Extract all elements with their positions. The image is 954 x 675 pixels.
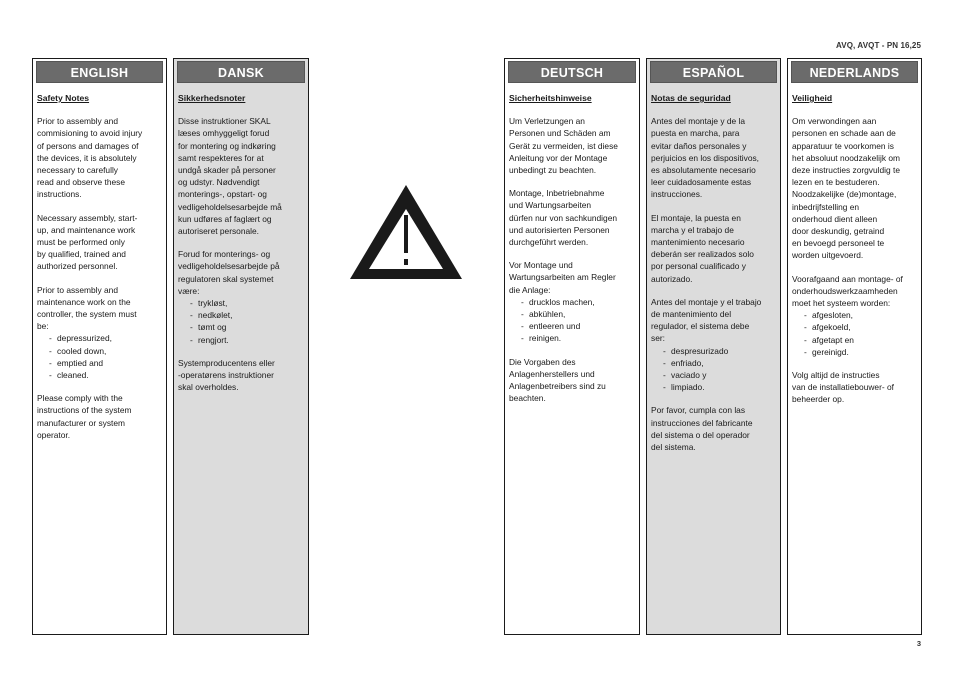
paragraph: Voorafgaand aan montage- of onderhoudswerkzaamheden moet het systeem worden:: [792, 273, 903, 309]
section-title-espanol: Notas de seguridad: [651, 93, 731, 103]
column-nederlands: [787, 58, 922, 635]
document-reference: AVQ, AVQT - PN 16,25: [836, 41, 921, 50]
section-title-nederlands: Veiligheid: [792, 93, 833, 103]
list-item: - drucklos machen,: [509, 296, 635, 308]
list-item: - cleaned.: [37, 369, 162, 381]
paragraph: Please comply with the instructions of the system manufacturer or system operator.: [37, 393, 132, 440]
list-item: - cooled down,: [37, 345, 162, 357]
list-item: - afgesloten,: [792, 309, 917, 321]
condition-list: [651, 345, 776, 394]
list-item: - depressurized,: [37, 332, 162, 344]
list-item: - afgetapt en: [792, 334, 917, 346]
paragraph: Prior to assembly and maintenance work on the controller, the system must be:: [37, 284, 137, 332]
paragraph: Forud for monterings- og vedligeholdelsesarbejde på regulatoren skal systemet være:: [178, 249, 280, 296]
paragraph: Necessary assembly, start- up, and maintenance work must be performed only by qualified, trained and authorized personnel.: [37, 212, 138, 272]
section-title-english: Safety Notes: [37, 93, 90, 103]
list-item: - gereinigd.: [792, 346, 917, 358]
column-heading-deutsch: DEUTSCH: [508, 61, 636, 83]
list-item: - tømt og: [178, 321, 304, 333]
list-item: - abkühlen,: [509, 308, 635, 320]
list-item: - entleeren und: [509, 320, 635, 332]
column-body-dansk: [177, 83, 305, 393]
list-item: - reinigen.: [509, 332, 635, 344]
paragraph: Disse instruktioner SKAL læses omhyggeligt forud for montering og indkøring samt respekteres for at undgå skader på personer og udstyr. Nødvendigt monterings-, opstart- og vedligeholdelsesarbejde må kun udføres af faglært og autoriseret personale.: [178, 116, 282, 237]
list-item: - vaciado y: [651, 369, 776, 381]
paragraph: Volg altijd de instructies van de installatiebouwer- of beheerder op.: [792, 370, 894, 405]
column-heading-dansk: DANSK: [177, 61, 305, 83]
column-body-espanol: [650, 83, 777, 453]
list-item: - enfriado,: [651, 357, 776, 369]
list-item: - emptied and: [37, 357, 162, 369]
condition-list: [178, 297, 304, 346]
paragraph: Systemproducentens eller -operatørens instruktioner skal overholdes.: [178, 357, 275, 393]
condition-list: [509, 296, 635, 345]
condition-list: [37, 332, 162, 381]
list-item: - trykløst,: [178, 297, 304, 309]
column-body-deutsch: [508, 83, 636, 404]
column-body-english: [36, 83, 163, 441]
paragraph: Die Vorgaben des Anlagenherstellers und Anlagenbetreibers sind zu beachten.: [509, 356, 606, 404]
column-body-nederlands: [791, 83, 918, 406]
column-espanol: [646, 58, 781, 635]
paragraph: Om verwondingen aan personen en schade aan de apparatuur te voorkomen is het absoluut noodzakelijk om deze instructies zorgvuldig te lezen en te bestuderen. Noodzakelijke (de)montage, inbedrijfstelling en onderhoud dient alleen door deskundig, getraind en bevoegd personeel te worden uitgevoerd.: [792, 116, 901, 261]
list-item: - rengjort.: [178, 334, 304, 346]
column-heading-english: ENGLISH: [36, 61, 163, 83]
column-dansk: [173, 58, 309, 635]
list-item: - limpiado.: [651, 381, 776, 393]
page-number: 3: [916, 639, 921, 648]
column-heading-nederlands: NEDERLANDS: [791, 61, 918, 83]
paragraph: Vor Montage und Wartungsarbeiten am Regler die Anlage:: [509, 260, 616, 295]
list-item: - nedkølet,: [178, 309, 304, 321]
condition-list: [792, 309, 917, 358]
list-item: - despresurizado: [651, 345, 776, 357]
warning-triangle-icon: [348, 183, 464, 281]
paragraph: Um Verletzungen an Personen und Schäden am Gerät zu vermeiden, ist diese Anleitung vor der Montage unbedingt zu beachten.: [509, 116, 618, 176]
column-english: [32, 58, 167, 635]
paragraph: Por favor, cumpla con las instrucciones del fabricante del sistema o del operador del sistema.: [651, 405, 753, 453]
section-title-deutsch: Sicherheitshinweise: [509, 93, 592, 103]
column-deutsch: [504, 58, 640, 635]
section-title-dansk: Sikkerhedsnoter: [178, 93, 246, 103]
paragraph: Montage, Inbetriebnahme und Wartungsarbeiten dürfen nur von sachkundigen und autorisierten Personen durchgeführt werden.: [509, 188, 618, 248]
column-heading-espanol: ESPAÑOL: [650, 61, 777, 83]
list-item: - afgekoeld,: [792, 321, 917, 333]
paragraph: El montaje, la puesta en marcha y el trabajo de mantenimiento necesario deberán ser realizados solo por personal cualificado y autorizado.: [651, 212, 754, 284]
paragraph: Prior to assembly and commisioning to avoid injury of persons and damages of the devices, it is absolutely necessary to carefully read and observe these instructions.: [37, 116, 143, 200]
paragraph: Antes del montaje y de la puesta en marcha, para evitar daños personales y perjuicios en los dispositivos, es absolutamente necesario leer cuidadosamente estas instrucciones.: [651, 116, 759, 200]
paragraph: Antes del montaje y el trabajo de mantenimiento del regulador, el sistema debe ser:: [651, 296, 762, 344]
